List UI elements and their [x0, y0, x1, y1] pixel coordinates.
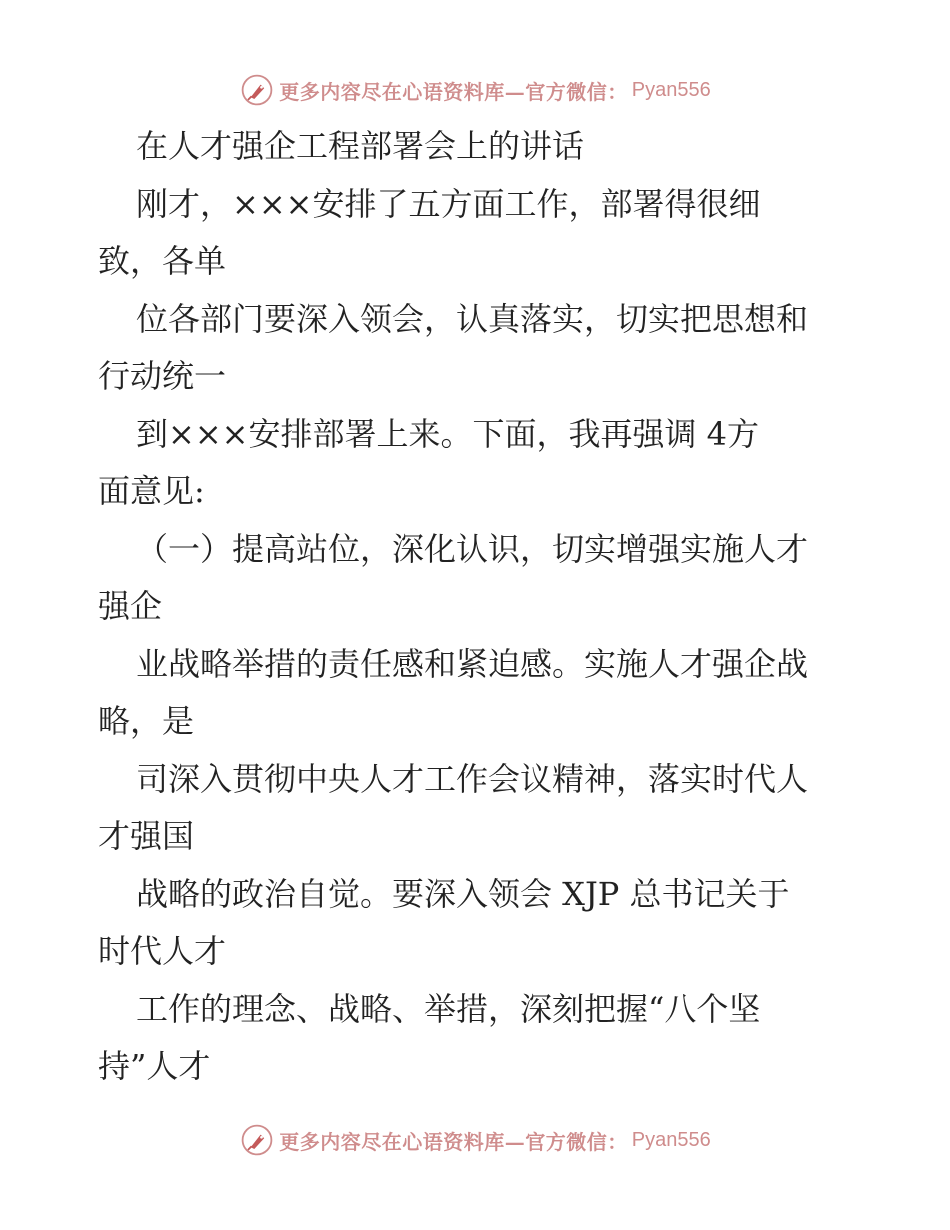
paragraph-line: 时代人才 — [98, 932, 227, 970]
paragraph-line: 致，各单 — [98, 242, 227, 280]
document-title: 在人才强企工程部署会上的讲话 — [136, 127, 585, 165]
watermark-wechat-id: Pyan556 — [631, 1128, 711, 1151]
paragraph-line: 行动统一 — [98, 357, 227, 395]
paragraph-line: 战略的政治自觉。要深入领会 XJP 总书记关于 — [136, 874, 790, 913]
paragraph-line: 司深入贯彻中央人才工作会议精神，落实时代人 — [136, 759, 809, 798]
watermark-text: 更多内容尽在心语资料库—官方微信： — [279, 79, 628, 104]
paragraph-line: 强企 — [98, 587, 163, 625]
watermark-group — [239, 72, 710, 108]
paragraph-line: 持”人才 — [98, 1047, 211, 1085]
watermark-text: 更多内容尽在心语资料库—官方微信： — [279, 1129, 628, 1154]
section-heading-line: （一）提高站位，深化认识，切实增强实施人才 — [136, 529, 809, 568]
watermark-wechat-id: Pyan556 — [631, 78, 711, 101]
document-body — [98, 118, 858, 1096]
paragraph-line: 位各部门要深入领会，认真落实，切实把思想和 — [136, 299, 809, 338]
watermark-group — [239, 1122, 710, 1158]
watermark-banner-bottom — [0, 1120, 950, 1160]
pen-nib-logo-icon — [239, 72, 275, 108]
paragraph-line: 业战略举措的责任感和紧迫感。实施人才强企战 — [136, 644, 809, 683]
paragraph-line: 刚才，×××安排了五方面工作，部署得很细 — [136, 184, 761, 223]
paragraph-line: 面意见: — [98, 472, 205, 510]
paragraph-line: 工作的理念、战略、举措，深刻把握“八个坚 — [136, 989, 761, 1028]
paragraph-line: 略，是 — [98, 702, 195, 740]
watermark-banner-top — [0, 70, 950, 110]
paragraph-line: 才强国 — [98, 817, 195, 855]
paragraph-line: 到×××安排部署上来。下面，我再强调 4方 — [136, 414, 759, 453]
pen-nib-logo-icon — [239, 1122, 275, 1158]
